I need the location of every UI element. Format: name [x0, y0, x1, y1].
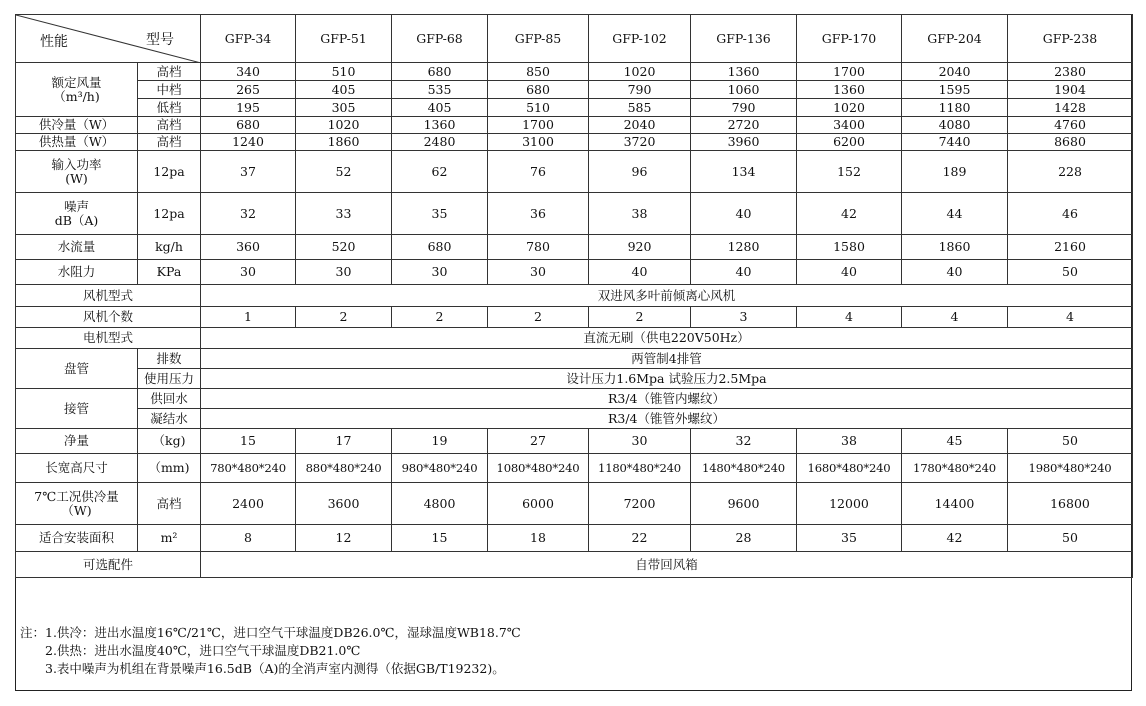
area-value: 22: [589, 525, 691, 552]
heating-value: 3960: [691, 134, 797, 151]
area-label: 适合安装面积: [16, 525, 138, 552]
area-value: 15: [392, 525, 488, 552]
table-row: [16, 285, 1133, 307]
water-resistance-value: 30: [488, 260, 589, 285]
airflow-label-line2: （m³/h): [53, 88, 100, 104]
area-value: 8: [201, 525, 296, 552]
table-row: [16, 15, 1133, 63]
net-weight-value: 19: [392, 429, 488, 454]
cooling7-value: 3600: [296, 483, 392, 525]
note-1: 注：1.供冷：进出水温度16℃/21℃，进口空气干球温度DB26.0℃，湿球温度WB18.7℃: [20, 625, 521, 640]
table-row: [16, 429, 1133, 454]
dimensions-value: 1780*480*240: [902, 454, 1008, 483]
table-row: [16, 99, 1133, 117]
dimensions-value: 1980*480*240: [1008, 454, 1133, 483]
airflow-value: 405: [392, 99, 488, 117]
net-weight-value: 38: [797, 429, 902, 454]
table-row: [16, 369, 1133, 389]
cooling-value: 4080: [902, 117, 1008, 134]
airflow-label: [16, 63, 138, 117]
noise-value: 46: [1008, 193, 1133, 235]
water-flow-value: 780: [488, 235, 589, 260]
net-weight-value: 30: [589, 429, 691, 454]
cooling7-value: 6000: [488, 483, 589, 525]
model-header: GFP-170: [797, 15, 902, 63]
heating-value: 6200: [797, 134, 902, 151]
airflow-value: 790: [691, 99, 797, 117]
dimensions-sub: （mm): [138, 454, 201, 483]
table-row: [16, 151, 1133, 193]
net-weight-label: 净量: [16, 429, 138, 454]
fan-count-value: 1: [201, 307, 296, 328]
net-weight-value: 50: [1008, 429, 1133, 454]
cooling-label: 供冷量（W）: [16, 117, 138, 134]
notes: [20, 624, 1120, 678]
header-diagonal-cell: [16, 15, 201, 63]
airflow-sub: 中档: [138, 81, 201, 99]
water-resistance-value: 30: [296, 260, 392, 285]
fan-count-value: 4: [797, 307, 902, 328]
area-value: 28: [691, 525, 797, 552]
power-label-line2: (W): [65, 170, 88, 186]
cooling7-value: 14400: [902, 483, 1008, 525]
noise-label-line2: dB（A): [54, 212, 99, 228]
fan-type-label: 风机型式: [16, 285, 201, 307]
fan-count-value: 2: [488, 307, 589, 328]
cooling-sub: 高档: [138, 117, 201, 134]
fan-count-value: 4: [902, 307, 1008, 328]
airflow-value: 1904: [1008, 81, 1133, 99]
piping-label: 接管: [16, 389, 138, 429]
water-resistance-value: 40: [691, 260, 797, 285]
heating-value: 1240: [201, 134, 296, 151]
water-flow-value: 1280: [691, 235, 797, 260]
power-value: 228: [1008, 151, 1133, 193]
noise-value: 33: [296, 193, 392, 235]
model-header: GFP-238: [1008, 15, 1133, 63]
dimensions-value: 1180*480*240: [589, 454, 691, 483]
noise-value: 42: [797, 193, 902, 235]
cooling7-label-line1: 7℃工况供冷量: [34, 488, 119, 504]
area-value: 35: [797, 525, 902, 552]
coil-value: 设计压力1.6Mpa 试验压力2.5Mpa: [201, 369, 1133, 389]
net-weight-value: 32: [691, 429, 797, 454]
coil-sub: 排数: [138, 349, 201, 369]
water-resistance-value: 40: [589, 260, 691, 285]
piping-sub: 供回水: [138, 389, 201, 409]
airflow-value: 680: [488, 81, 589, 99]
cooling7-value: 7200: [589, 483, 691, 525]
power-value: 96: [589, 151, 691, 193]
net-weight-value: 17: [296, 429, 392, 454]
cooling-value: 3400: [797, 117, 902, 134]
table-row: [16, 134, 1133, 151]
table-row: [16, 193, 1133, 235]
model-header: GFP-34: [201, 15, 296, 63]
dimensions-value: 980*480*240: [392, 454, 488, 483]
airflow-value: 1360: [797, 81, 902, 99]
heating-sub: 高档: [138, 134, 201, 151]
airflow-value: 405: [296, 81, 392, 99]
heating-label: 供热量（W）: [16, 134, 138, 151]
note-3: 3.表中噪声为机组在背景噪声16.5dB（A)的全消声室内测得（依据GB/T19232)。: [45, 661, 505, 676]
water-flow-value: 680: [392, 235, 488, 260]
cooling7-value: 16800: [1008, 483, 1133, 525]
airflow-value: 2040: [902, 63, 1008, 81]
cooling-value: 680: [201, 117, 296, 134]
model-header: GFP-68: [392, 15, 488, 63]
area-value: 50: [1008, 525, 1133, 552]
table-row: [16, 454, 1133, 483]
model-header: GFP-102: [589, 15, 691, 63]
fan-count-value: 4: [1008, 307, 1133, 328]
water-resistance-value: 30: [201, 260, 296, 285]
noise-sub: 12pa: [138, 193, 201, 235]
cooling-value: 2040: [589, 117, 691, 134]
table-row: [16, 552, 1133, 578]
table-row: [16, 81, 1133, 99]
water-resistance-label: 水阻力: [16, 260, 138, 285]
model-header: GFP-136: [691, 15, 797, 63]
table-row: [16, 389, 1133, 409]
net-weight-value: 45: [902, 429, 1008, 454]
airflow-value: 2380: [1008, 63, 1133, 81]
piping-value: R3/4（锥管外螺纹）: [201, 409, 1133, 429]
fan-count-value: 2: [296, 307, 392, 328]
fan-count-value: 3: [691, 307, 797, 328]
water-resistance-value: 30: [392, 260, 488, 285]
coil-label: 盘管: [16, 349, 138, 389]
heating-value: 3100: [488, 134, 589, 151]
cooling7-label: [16, 483, 138, 525]
fan-count-value: 2: [392, 307, 488, 328]
airflow-value: 535: [392, 81, 488, 99]
cooling7-value: 2400: [201, 483, 296, 525]
cooling-value: 4760: [1008, 117, 1133, 134]
airflow-value: 850: [488, 63, 589, 81]
noise-value: 40: [691, 193, 797, 235]
power-value: 62: [392, 151, 488, 193]
airflow-value: 1595: [902, 81, 1008, 99]
airflow-value: 305: [296, 99, 392, 117]
table-row: [16, 483, 1133, 525]
motor-type-label: 电机型式: [16, 328, 201, 349]
airflow-value: 340: [201, 63, 296, 81]
table-row: [16, 260, 1133, 285]
spec-table: [15, 14, 1133, 578]
header-performance: 性能: [40, 34, 68, 50]
dimensions-value: 1480*480*240: [691, 454, 797, 483]
airflow-value: 510: [296, 63, 392, 81]
airflow-value: 1700: [797, 63, 902, 81]
heating-value: 8680: [1008, 134, 1133, 151]
cooling-value: 1020: [296, 117, 392, 134]
noise-label-line1: 噪声: [63, 198, 89, 214]
dimensions-label: 长宽高尺寸: [16, 454, 138, 483]
dimensions-value: 780*480*240: [201, 454, 296, 483]
heating-value: 1860: [296, 134, 392, 151]
cooling-value: 2720: [691, 117, 797, 134]
airflow-value: 585: [589, 99, 691, 117]
power-label-line1: 输入功率: [51, 156, 102, 172]
water-resistance-value: 40: [797, 260, 902, 285]
table-row: [16, 307, 1133, 328]
table-row: [16, 63, 1133, 81]
airflow-value: 680: [392, 63, 488, 81]
airflow-value: 1180: [902, 99, 1008, 117]
motor-type-value: 直流无刷（供电220V50Hz）: [201, 328, 1133, 349]
water-flow-value: 2160: [1008, 235, 1133, 260]
fan-count-label: 风机个数: [16, 307, 201, 328]
airflow-sub: 低档: [138, 99, 201, 117]
water-resistance-sub: KPa: [138, 260, 201, 285]
heating-value: 7440: [902, 134, 1008, 151]
water-flow-value: 1860: [902, 235, 1008, 260]
noise-value: 35: [392, 193, 488, 235]
area-value: 12: [296, 525, 392, 552]
heating-value: 2480: [392, 134, 488, 151]
table-row: [16, 525, 1133, 552]
dimensions-value: 1080*480*240: [488, 454, 589, 483]
fan-count-value: 2: [589, 307, 691, 328]
water-flow-sub: kg/h: [138, 235, 201, 260]
header-model: 型号: [146, 32, 174, 48]
piping-sub: 凝结水: [138, 409, 201, 429]
water-flow-label: 水流量: [16, 235, 138, 260]
cooling7-value: 4800: [392, 483, 488, 525]
cooling7-sub: 高档: [138, 483, 201, 525]
noise-value: 38: [589, 193, 691, 235]
dimensions-value: 1680*480*240: [797, 454, 902, 483]
cooling-value: 1700: [488, 117, 589, 134]
noise-value: 32: [201, 193, 296, 235]
area-value: 18: [488, 525, 589, 552]
table-row: [16, 235, 1133, 260]
coil-sub: 使用压力: [138, 369, 201, 389]
power-value: 152: [797, 151, 902, 193]
fan-type-value: 双进风多叶前倾离心风机: [201, 285, 1133, 307]
power-value: 189: [902, 151, 1008, 193]
airflow-value: 265: [201, 81, 296, 99]
cooling7-value: 9600: [691, 483, 797, 525]
airflow-value: 1060: [691, 81, 797, 99]
table-row: [16, 349, 1133, 369]
noise-label: [16, 193, 138, 235]
model-header: GFP-204: [902, 15, 1008, 63]
dimensions-value: 880*480*240: [296, 454, 392, 483]
piping-value: R3/4（锥管内螺纹）: [201, 389, 1133, 409]
area-sub: m²: [138, 525, 201, 552]
coil-value: 两管制4排管: [201, 349, 1133, 369]
water-resistance-value: 40: [902, 260, 1008, 285]
airflow-value: 1428: [1008, 99, 1133, 117]
power-value: 52: [296, 151, 392, 193]
table-row: [16, 328, 1133, 349]
noise-value: 36: [488, 193, 589, 235]
note-2: 2.供热：进出水温度40℃，进口空气干球温度DB21.0℃: [45, 643, 361, 658]
net-weight-value: 27: [488, 429, 589, 454]
cooling7-label-line2: （W): [61, 502, 92, 518]
water-flow-value: 360: [201, 235, 296, 260]
options-label: 可选配件: [16, 552, 201, 578]
airflow-value: 195: [201, 99, 296, 117]
airflow-value: 1360: [691, 63, 797, 81]
airflow-label-line1: 额定风量: [51, 74, 102, 90]
airflow-sub: 高档: [138, 63, 201, 81]
cooling-value: 1360: [392, 117, 488, 134]
net-weight-sub: （kg): [138, 429, 201, 454]
power-value: 134: [691, 151, 797, 193]
table-row: [16, 117, 1133, 134]
airflow-value: 790: [589, 81, 691, 99]
airflow-value: 1020: [797, 99, 902, 117]
options-value: 自带回风箱: [201, 552, 1133, 578]
water-flow-value: 1580: [797, 235, 902, 260]
net-weight-value: 15: [201, 429, 296, 454]
airflow-value: 510: [488, 99, 589, 117]
noise-value: 44: [902, 193, 1008, 235]
water-resistance-value: 50: [1008, 260, 1133, 285]
power-sub: 12pa: [138, 151, 201, 193]
airflow-value: 1020: [589, 63, 691, 81]
power-value: 37: [201, 151, 296, 193]
power-label: [16, 151, 138, 193]
power-value: 76: [488, 151, 589, 193]
cooling7-value: 12000: [797, 483, 902, 525]
water-flow-value: 920: [589, 235, 691, 260]
area-value: 42: [902, 525, 1008, 552]
model-header: GFP-51: [296, 15, 392, 63]
heating-value: 3720: [589, 134, 691, 151]
water-flow-value: 520: [296, 235, 392, 260]
model-header: GFP-85: [488, 15, 589, 63]
table-row: [16, 409, 1133, 429]
